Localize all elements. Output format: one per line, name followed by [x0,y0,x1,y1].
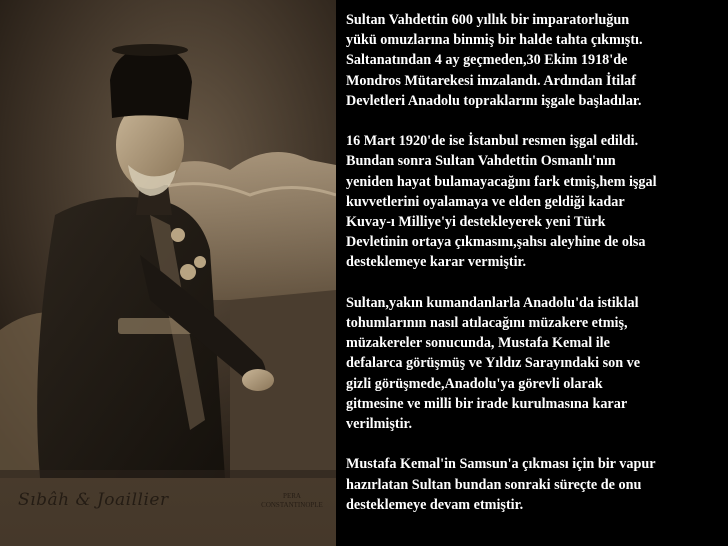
paragraph-2: 16 Mart 1920'de ise İstanbul resmen işgal edildi. Bundan sonra Sultan Vahdettin Osmanlı'nın yeniden hayat bulamayacağını fark etmiş,hem işgal kuvvetlerini oyalamaya ve elden geldiği kadar Kuvay-ı Milliye'yi destekleyerek yeni Türk Devletinin ortaya çıkmasını,şahsı aleyhine de olsa desteklemeye karar vermiştir. [346,133,657,271]
portrait-photo-card [0,0,336,546]
history-text-panel [346,10,720,535]
paragraph-1: Sultan Vahdettin 600 yıllık bir imparatorluğun yükü omuzlarına binmiş bir halde tahta çıkmıştı. Saltanatından 4 ay geçmeden,30 Ekim 1918'de Mondros Mütarekesi imzalandı. Ardından İtilaf Devletleri Anadolu topraklarını işgale başladılar. [346,12,643,109]
photographer-signature: Sıbâh & Joaillier [18,490,169,510]
studio-location: PERA CONSTANTINOPLE [261,492,323,509]
hand [242,369,274,391]
portrait-illustration [0,0,336,478]
paragraph-4: Mustafa Kemal'in Samsun'a çıkması için bir vapur hazırlatan Sultan bundan sonraki süreçte de onu desteklemeye devam etmiştir. [346,456,656,513]
fez [110,46,192,120]
paragraph-3: Sultan,yakın kumandanlarla Anadolu'da istiklal tohumlarının nasıl atılacağını müzakere etmiş, müzakereler sonucunda, Mustafa Kemal ile defalarca görüşmüş ve Yıldız Sarayındaki son ve gizli görüşmede,Anadolu'ya görevli olarak gitmesine ve milli bir irade kurulmasına karar verilmiştir. [346,294,641,433]
portrait-photo [0,0,336,478]
